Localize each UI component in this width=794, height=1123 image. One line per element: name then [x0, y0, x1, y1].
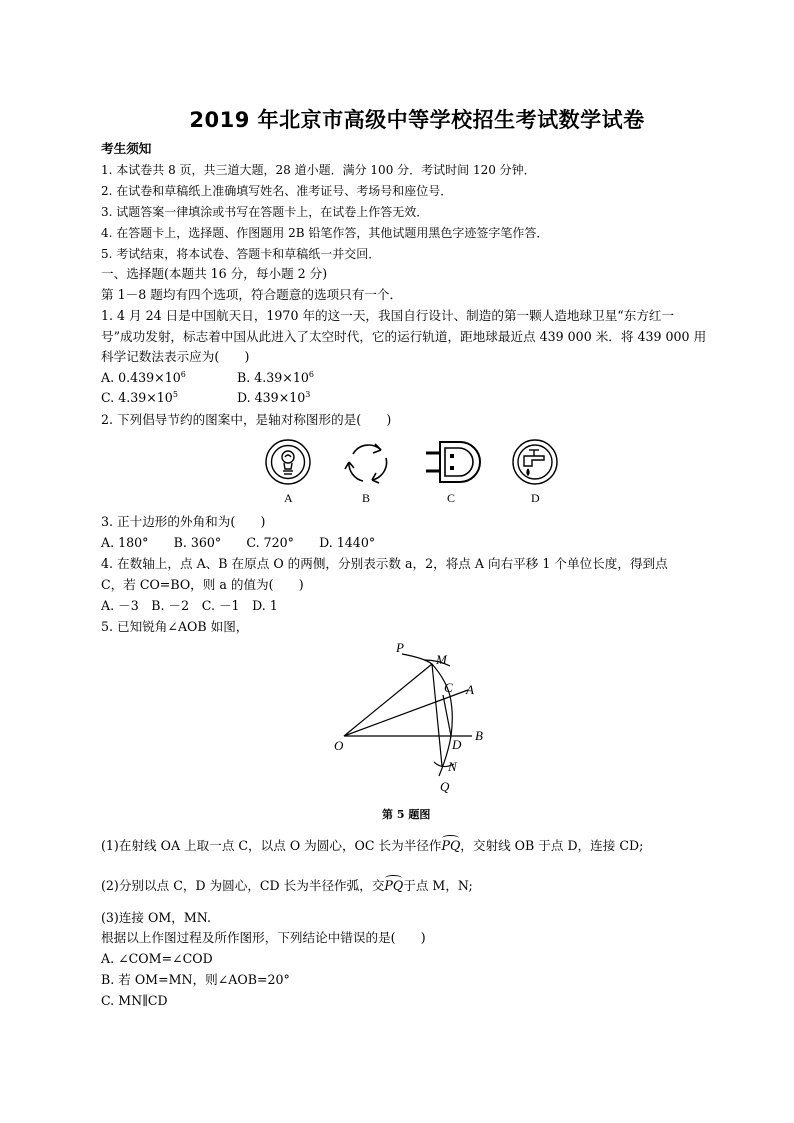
label-d: D [452, 737, 462, 752]
q5-option-b: B. 若 OM=MN，则∠AOB=20° [101, 972, 290, 987]
q4-line-1: 4. 在数轴上，点 A、B 在原点 O 的两侧，分别表示数 a，2，将点 A 向右平移 1 个单位长度，得到点 [101, 556, 668, 571]
segment-om [344, 664, 432, 736]
page-title: 2019 年北京市高级中等学校招生考试数学试卷 [189, 108, 645, 132]
notice-item-1: 1. 本试卷共 8 页，共三道大题，28 道小题．满分 100 分．考试时间 120 分钟． [101, 163, 536, 177]
q5-step-2: (2)分别以点 C，D 为圆心，CD 长为半径作弧，交PQ于点 M，N; [101, 878, 473, 893]
q3-options: A. 180° B. 360° C. 720° D. 1440° [101, 535, 376, 550]
q5-figure-caption: 第 5 题图 [382, 808, 431, 821]
q2-figures [250, 436, 570, 508]
notice-heading: 考生须知 [101, 141, 152, 156]
notice-item-5: 5. 考试结束，将本试卷、答题卡和草稿纸一并交回． [101, 247, 381, 261]
q2-label-a: A [284, 491, 293, 505]
label-o: O [334, 738, 344, 753]
label-q: Q [440, 779, 450, 794]
segment-cd [443, 695, 451, 736]
q1-line-3: 科学记数法表示应为( ) [101, 349, 250, 364]
q2-figure-b [345, 444, 387, 483]
notice-item-3: 3. 试题答案一律填涂或书写在答题卡上，在试卷上作答无效． [101, 205, 429, 219]
q2-figure-a [266, 440, 310, 484]
q5-step-1: (1)在射线 OA 上取一点 C，以点 O 为圆心，OC 长为半径作PQ，交射线 OB 于点 D，连接 CD; [101, 838, 644, 853]
q2-figure-c [426, 442, 480, 482]
q4-line-2: C，若 CO=BO，则 a 的值为( ) [101, 577, 304, 592]
q5-stem: 5. 已知锐角∠AOB 如图， [101, 619, 249, 634]
label-m: M [436, 652, 447, 667]
notice-item-2: 2. 在试卷和草稿纸上准确填写姓名、准考证号、考场号和座位号． [101, 184, 453, 198]
q1-line-1: 1. 4 月 24 日是中国航天日，1970 年的这一天，我国自行设计、制造的第一颗人造地球卫星“东方红一 [101, 308, 675, 323]
q1-option-c: C. $4.39\times 10^5$ [101, 390, 178, 405]
q5-option-a: A. ∠COM=∠COD [101, 951, 213, 966]
q1-option-d: D. $439\times 10^3$ [237, 390, 311, 405]
q2-label-c: C [447, 491, 456, 505]
q4-options: A. －3 B. －2 C. －1 D. 1 [101, 598, 278, 613]
label-a: A [466, 682, 474, 697]
q2-figure-d [513, 440, 557, 484]
section-intro: 第 1－8 题均有四个选项，符合题意的选项只有一个． [101, 287, 403, 302]
label-b: B [475, 728, 483, 743]
q5-option-c: C. MN∥CD [101, 993, 168, 1008]
q5-question: 根据以上作图过程及所作图形，下列结论中错误的是( ) [101, 930, 426, 945]
q3-stem: 3. 正十边形的外角和为( ) [101, 514, 266, 529]
section-heading: 一、选择题(本题共 16 分，每小题 2 分) [101, 266, 328, 281]
segment-mn [432, 664, 442, 766]
notice-item-4: 4. 在答题卡上，选择题、作图题用 2B 铅笔作答，其他试题用黑色字迹签字笔作答． [101, 226, 549, 240]
q5-figure [320, 636, 500, 806]
label-p: P [396, 640, 404, 655]
q2-stem: 2. 下列倡导节约的图案中，是轴对称图形的是( ) [101, 412, 392, 427]
q2-label-b: B [362, 491, 371, 505]
q1-option-a: A. $0.439\times 10^6$ [101, 370, 186, 385]
q2-label-d: D [531, 491, 540, 505]
q1-option-b: B. $4.39\times 10^6$ [237, 370, 314, 385]
arc-pq [402, 654, 452, 776]
q5-step-3: (3)连接 OM，MN. [101, 910, 211, 925]
label-n: N [448, 759, 457, 774]
label-c: C [444, 680, 453, 695]
q1-line-2: 号”成功发射，标志着中国从此进入了太空时代，它的运行轨道，距地球最近点 439 000 米．将 439 000 用 [101, 329, 707, 344]
